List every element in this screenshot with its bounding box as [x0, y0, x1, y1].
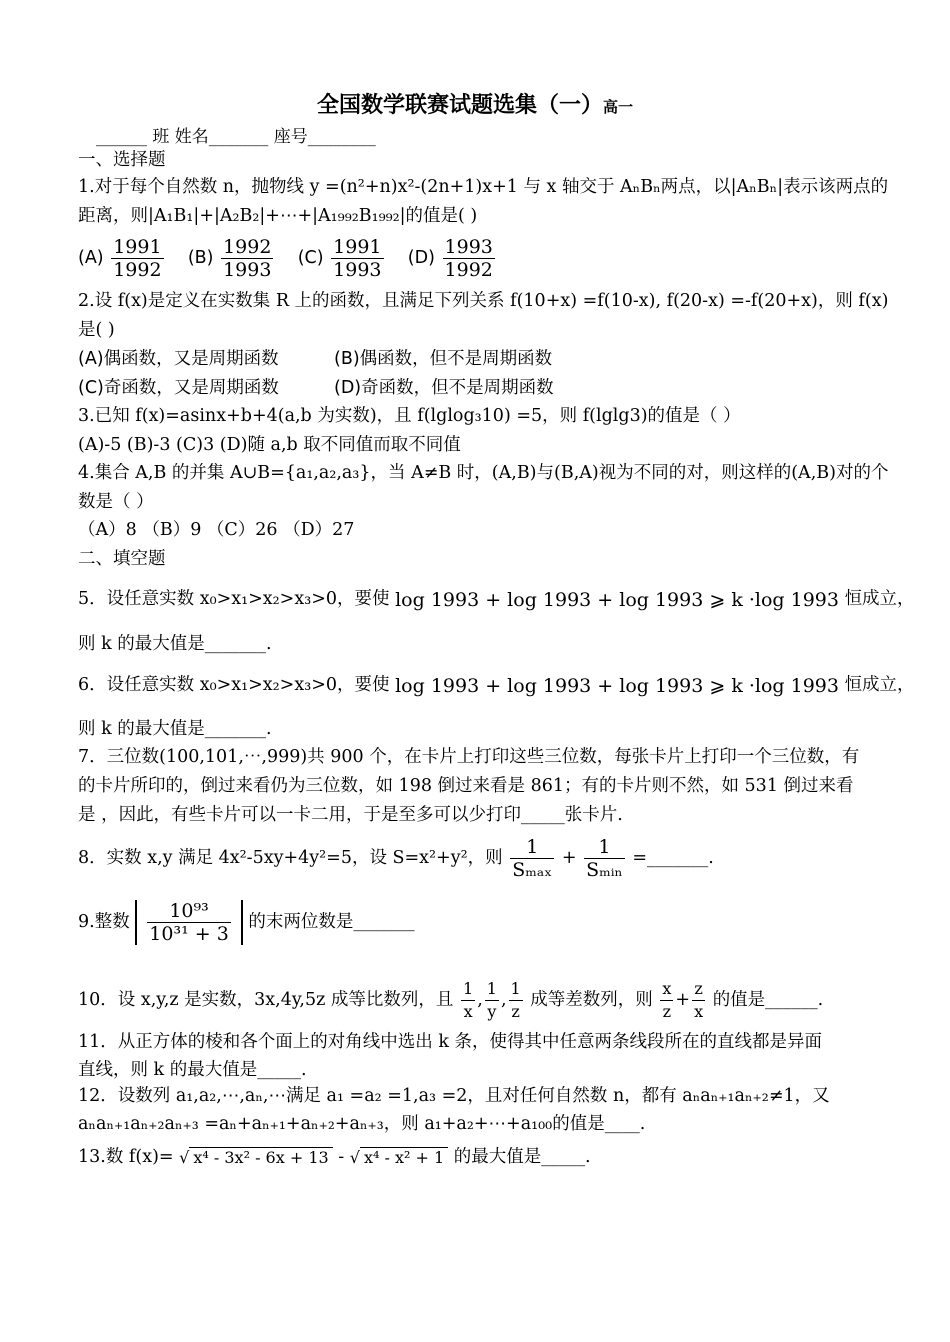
- question-8-f1-num: 1: [510, 836, 554, 859]
- question-13-suffix: 的最大值是_____.: [453, 1147, 591, 1167]
- option-c-label: (C): [297, 248, 324, 268]
- question-9-den: 10³¹ + 3: [149, 923, 229, 945]
- question-1-line2: 距离，则|A₁B₁|+|A₂B₂|+⋯+|A₁₉₉₂B₁₉₉₂|的值是( ): [78, 206, 478, 226]
- question-8-suffix: =_______.: [632, 848, 714, 868]
- question-10-recip-z: $\frac{1}{z}$: [510, 979, 521, 1021]
- section-heading-fill: 二、填空题: [78, 549, 166, 569]
- option-d-fraction: [443, 236, 495, 281]
- question-8-line: 8．实数 x,y 满足 4x²-5xy+4y²=5，设 S=x²+y²，则 $\frac{1}{\text{Sₘₐₓ}}$ + $\frac{1}{\text{Sₘᵢₙ}}$ =_______.: [78, 836, 714, 881]
- question-9-fraction: [147, 900, 231, 945]
- question-9-suffix: 的末两位数是_______: [248, 912, 415, 932]
- question-5-line2: 则 k 的最大值是_______.: [78, 634, 272, 654]
- question-6-line1: [78, 672, 915, 699]
- question-4-options: （A）8 （B）9 （C）26 （D）27: [78, 520, 355, 540]
- question-1-options: [78, 236, 878, 284]
- question-13-prefix: 13.数 f(x)=: [78, 1147, 174, 1167]
- question-11-line2: 直线，则 k 的最大值是_____.: [78, 1060, 307, 1080]
- option-d-den: 1992: [444, 259, 493, 281]
- question-12-line2: aₙaₙ₊₁aₙ₊₂aₙ₊₃ =aₙ+aₙ₊₁+aₙ₊₂+aₙ₊₃，则 a₁+a₂+⋯+a₁₀₀的值是____.: [78, 1114, 646, 1134]
- question-3-line1: 3.已知 f(x)=asinx+b+4(a,b 为实数)，且 f(lglog₃10) =5，则 f(lglg3)的值是（ ）: [78, 406, 741, 426]
- question-13-radical-1: √ x⁴ - 3x² - 6x + 13: [179, 1145, 333, 1171]
- option-a-fraction: [111, 236, 163, 281]
- question-8-f2-den: Sₘᵢₙ: [586, 859, 623, 881]
- page-title: [0, 88, 950, 119]
- question-4-line2: 数是（ ）: [78, 492, 154, 512]
- option-b-fraction: [221, 236, 273, 281]
- question-9-line: [78, 900, 878, 960]
- question-8-prefix: 8．实数 x,y 满足 4x²-5xy+4y²=5，设 S=x²+y²，则: [78, 848, 503, 868]
- option-a-label: (A): [78, 248, 104, 268]
- question-13-minus: -: [338, 1147, 345, 1167]
- question-10-x-over-z: $\frac{x}{z}$: [662, 979, 672, 1021]
- question-2-option-c: (C)奇函数，又是周期函数: [78, 378, 279, 398]
- question-1-line1: 1.对于每个自然数 n，抛物线 y =(n²+n)x²-(2n+1)x+1 与 x 轴交于 AₙBₙ两点，以|AₙBₙ|表示该两点的: [78, 177, 889, 197]
- option-b-label: (B): [187, 248, 214, 268]
- question-13-radicand-1: x⁴ - 3x² - 6x + 13: [189, 1147, 332, 1167]
- question-3-options: (A)-5 (B)-3 (C)3 (D)随 a,b 取不同值而取不同值: [78, 435, 461, 455]
- question-13-line: [78, 1144, 878, 1180]
- title-suffix: 高一: [603, 98, 634, 116]
- option-b-den: 1993: [223, 259, 272, 281]
- question-6-line2: 则 k 的最大值是_______.: [78, 719, 272, 739]
- question-7-line1: 7．三位数(100,101,⋯,999)共 900 个，在卡片上打印这些三位数，每张卡片上打印一个三位数，有: [78, 747, 860, 767]
- option-c-fraction: [331, 236, 383, 281]
- option-c-num: 1991: [333, 236, 382, 258]
- question-8-fraction-max: [510, 836, 554, 881]
- question-9-prefix: 9.整数: [78, 912, 130, 932]
- question-8-f1-den: Sₘₐₓ: [512, 859, 553, 881]
- question-6-suffix: 恒成立，: [844, 675, 915, 695]
- question-10-line: 10．设 x,y,z 是实数，3x,4y,5z 成等比数列，且 $\frac{1}{x}$ , $\frac{1}{y}$ , $\frac{1}{z}$ 成等差数列，则 $\frac{x}{z}$ + $\frac{z}{x}$ 的值是______.: [78, 979, 824, 1021]
- question-2-option-a: (A)偶函数，又是周期函数: [78, 349, 279, 369]
- option-d-label: (D): [407, 248, 435, 268]
- question-11-line1: 11．从正方体的棱和各个面上的对角线中选出 k 条，使得其中任意两条线段所在的直线都是异面: [78, 1032, 822, 1052]
- option-b-num: 1992: [223, 236, 272, 258]
- title-text: 全国数学联赛试题选集（一）: [316, 93, 603, 118]
- question-13-radical-2: √ x⁴ - x² + 1: [350, 1145, 448, 1171]
- question-9-num: 10⁹³: [147, 900, 231, 923]
- option-d-num: 1993: [444, 236, 493, 258]
- question-5-line1: [78, 586, 915, 613]
- option-a-num: 1991: [113, 236, 162, 258]
- question-10-mid: 成等差数列，则: [530, 990, 653, 1010]
- option-a-den: 1992: [113, 259, 162, 281]
- question-2-line1: 2.设 f(x)是定义在实数集 R 上的函数，且满足下列关系 f(10+x) =f(10-x), f(20-x) =-f(20+x)，则 f(x): [78, 291, 889, 311]
- option-c-den: 1993: [333, 259, 382, 281]
- question-6-log-expression: log 1993 + log 1993 + log 1993 ⩾ k ·log 1993: [395, 674, 839, 697]
- question-9-floor-bracket: [135, 900, 243, 945]
- question-13-radicand-2: x⁴ - x² + 1: [360, 1147, 448, 1167]
- question-6-prefix: 6．设任意实数 x₀>x₁>x₂>x₃>0，要使: [78, 675, 390, 695]
- question-10-z-over-x: $\frac{z}{x}$: [694, 979, 704, 1021]
- section-heading-choice: 一、选择题: [78, 150, 166, 170]
- question-5-log-expression: log 1993 + log 1993 + log 1993 ⩾ k ·log 1993: [395, 588, 839, 611]
- question-8-fraction-min: [584, 836, 625, 881]
- question-5-prefix: 5．设任意实数 x₀>x₁>x₂>x₃>0，要使: [78, 589, 390, 609]
- question-8-f2-num: 1: [584, 836, 625, 859]
- question-10-recip-y: $\frac{1}{y}$: [486, 979, 497, 1021]
- question-2-line2: 是( ): [78, 320, 115, 340]
- question-10-suffix: 的值是______.: [712, 990, 824, 1010]
- question-4-line1: 4.集合 A,B 的并集 A∪B={a₁,a₂,a₃}，当 A≠B 时，(A,B)与(B,A)视为不同的对，则这样的(A,B)对的个: [78, 463, 889, 483]
- question-10-recip-x: $\frac{1}{x}$: [463, 979, 474, 1021]
- question-7-line3: 是 ，因此，有些卡片可以一卡二用，于是至多可以少打印_____张卡片.: [78, 805, 623, 825]
- question-7-line2: 的卡片所印的，倒过来看仍为三位数，如 198 倒过来看是 861；有的卡片则不然，如 531 倒过来看: [78, 776, 854, 796]
- student-info-line: ______ 班 姓名_______ 座号________: [96, 127, 376, 147]
- question-12-line1: 12．设数列 a₁,a₂,⋯,aₙ,⋯满足 a₁ =a₂ =1,a₃ =2，且对任何自然数 n，都有 aₙaₙ₊₁aₙ₊₂≠1，又: [78, 1086, 830, 1106]
- question-5-suffix: 恒成立，: [844, 589, 915, 609]
- question-2-option-d: (D)奇函数，但不是周期函数: [334, 378, 554, 398]
- question-2-option-b: (B)偶函数，但不是周期函数: [334, 349, 553, 369]
- question-10-prefix: 10．设 x,y,z 是实数，3x,4y,5z 成等比数列，且: [78, 990, 454, 1010]
